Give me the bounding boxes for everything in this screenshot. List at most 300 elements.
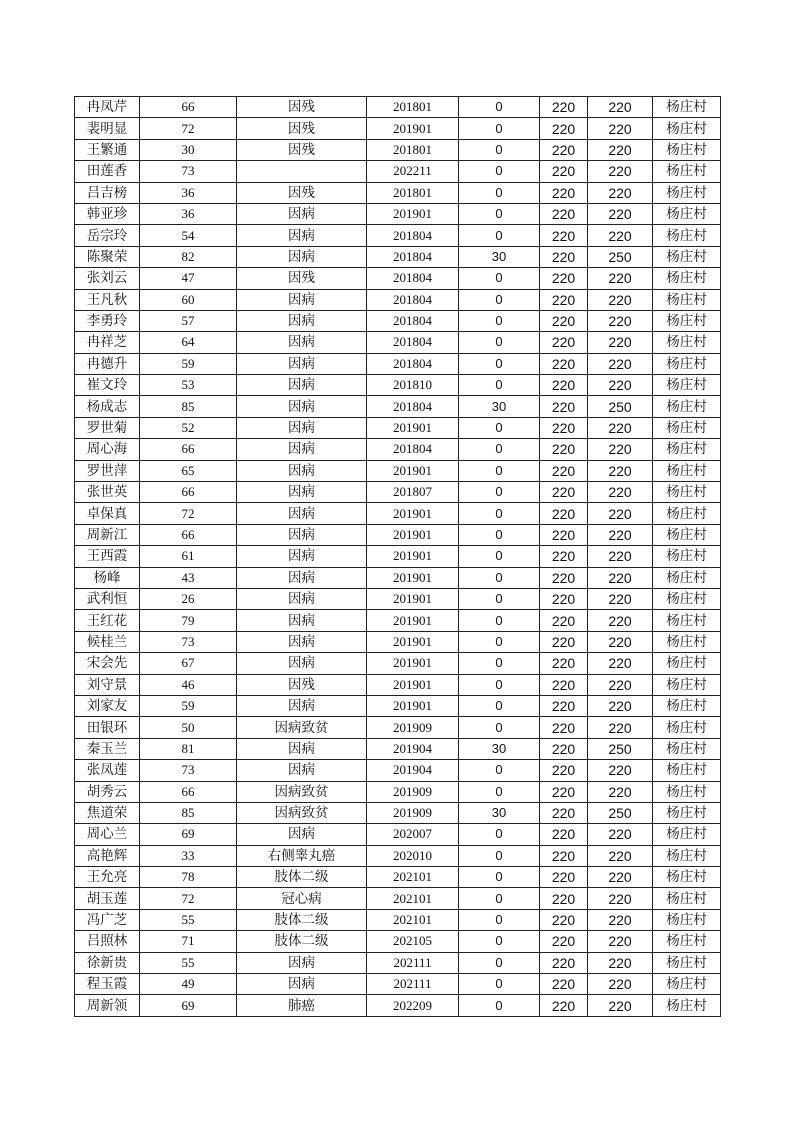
base-amount-cell: 220 (540, 503, 588, 524)
base-amount-cell: 220 (540, 182, 588, 203)
reason-cell: 因病 (237, 760, 367, 781)
extra-amount-cell: 0 (459, 717, 540, 738)
reason-cell: 因残 (237, 268, 367, 289)
table-row (75, 503, 721, 524)
name-cell: 卓保真 (75, 503, 140, 524)
age-cell: 52 (140, 417, 237, 438)
total-amount-cell: 220 (588, 717, 653, 738)
total-amount-cell: 220 (588, 524, 653, 545)
base-amount-cell: 220 (540, 588, 588, 609)
total-amount-cell: 220 (588, 695, 653, 716)
table-row (75, 610, 721, 631)
base-amount-cell: 220 (540, 268, 588, 289)
table-row (75, 118, 721, 139)
base-amount-cell: 220 (540, 417, 588, 438)
base-amount-cell: 220 (540, 482, 588, 503)
base-amount-cell: 220 (540, 717, 588, 738)
extra-amount-cell: 0 (459, 268, 540, 289)
reason-cell: 因病致贫 (237, 717, 367, 738)
base-amount-cell: 220 (540, 952, 588, 973)
age-cell: 65 (140, 460, 237, 481)
reason-cell: 因病 (237, 417, 367, 438)
base-amount-cell: 220 (540, 139, 588, 160)
start-month-cell: 202101 (367, 888, 459, 909)
total-amount-cell: 250 (588, 802, 653, 823)
extra-amount-cell: 0 (459, 332, 540, 353)
extra-amount-cell: 0 (459, 760, 540, 781)
base-amount-cell: 220 (540, 995, 588, 1016)
age-cell: 43 (140, 567, 237, 588)
age-cell: 49 (140, 974, 237, 995)
start-month-cell: 202105 (367, 931, 459, 952)
extra-amount-cell: 0 (459, 931, 540, 952)
base-amount-cell: 220 (540, 161, 588, 182)
table-row (75, 375, 721, 396)
village-cell: 杨庄村 (653, 460, 721, 481)
village-cell: 杨庄村 (653, 246, 721, 267)
table-row (75, 396, 721, 417)
name-cell: 程玉霞 (75, 974, 140, 995)
total-amount-cell: 220 (588, 653, 653, 674)
reason-cell: 因残 (237, 97, 367, 118)
start-month-cell: 201904 (367, 738, 459, 759)
table-row (75, 225, 721, 246)
extra-amount-cell: 0 (459, 482, 540, 503)
reason-cell: 肢体二级 (237, 867, 367, 888)
village-cell: 杨庄村 (653, 482, 721, 503)
base-amount-cell: 220 (540, 974, 588, 995)
base-amount-cell: 220 (540, 118, 588, 139)
base-amount-cell: 220 (540, 867, 588, 888)
age-cell: 85 (140, 802, 237, 823)
start-month-cell: 201901 (367, 588, 459, 609)
base-amount-cell: 220 (540, 524, 588, 545)
village-cell: 杨庄村 (653, 717, 721, 738)
base-amount-cell: 220 (540, 802, 588, 823)
village-cell: 杨庄村 (653, 567, 721, 588)
extra-amount-cell: 0 (459, 161, 540, 182)
extra-amount-cell: 0 (459, 781, 540, 802)
extra-amount-cell: 30 (459, 738, 540, 759)
total-amount-cell: 220 (588, 161, 653, 182)
start-month-cell: 201901 (367, 631, 459, 652)
base-amount-cell: 220 (540, 888, 588, 909)
name-cell: 周新江 (75, 524, 140, 545)
extra-amount-cell: 0 (459, 139, 540, 160)
beneficiary-table (74, 96, 721, 1017)
start-month-cell: 201909 (367, 717, 459, 738)
reason-cell: 因病 (237, 567, 367, 588)
village-cell: 杨庄村 (653, 845, 721, 866)
extra-amount-cell: 0 (459, 610, 540, 631)
extra-amount-cell: 0 (459, 417, 540, 438)
total-amount-cell: 250 (588, 246, 653, 267)
start-month-cell: 201801 (367, 97, 459, 118)
total-amount-cell: 220 (588, 567, 653, 588)
total-amount-cell: 220 (588, 225, 653, 246)
village-cell: 杨庄村 (653, 995, 721, 1016)
name-cell: 田银环 (75, 717, 140, 738)
name-cell: 吕照林 (75, 931, 140, 952)
start-month-cell: 201804 (367, 353, 459, 374)
extra-amount-cell: 0 (459, 289, 540, 310)
age-cell: 64 (140, 332, 237, 353)
base-amount-cell: 220 (540, 546, 588, 567)
extra-amount-cell: 0 (459, 909, 540, 930)
reason-cell: 因病 (237, 695, 367, 716)
age-cell: 30 (140, 139, 237, 160)
total-amount-cell: 220 (588, 588, 653, 609)
table-row (75, 567, 721, 588)
age-cell: 81 (140, 738, 237, 759)
total-amount-cell: 220 (588, 503, 653, 524)
total-amount-cell: 220 (588, 97, 653, 118)
table-row (75, 161, 721, 182)
age-cell: 66 (140, 781, 237, 802)
table-row (75, 353, 721, 374)
total-amount-cell: 220 (588, 310, 653, 331)
village-cell: 杨庄村 (653, 439, 721, 460)
extra-amount-cell: 30 (459, 396, 540, 417)
name-cell: 王红花 (75, 610, 140, 631)
age-cell: 57 (140, 310, 237, 331)
total-amount-cell: 220 (588, 845, 653, 866)
start-month-cell: 201901 (367, 695, 459, 716)
table-row (75, 139, 721, 160)
village-cell: 杨庄村 (653, 588, 721, 609)
extra-amount-cell: 0 (459, 845, 540, 866)
age-cell: 33 (140, 845, 237, 866)
age-cell: 73 (140, 161, 237, 182)
age-cell: 55 (140, 952, 237, 973)
start-month-cell: 202101 (367, 867, 459, 888)
start-month-cell: 201804 (367, 332, 459, 353)
total-amount-cell: 220 (588, 867, 653, 888)
reason-cell: 肢体二级 (237, 931, 367, 952)
base-amount-cell: 220 (540, 631, 588, 652)
extra-amount-cell: 0 (459, 353, 540, 374)
reason-cell: 因病 (237, 546, 367, 567)
table-row (75, 802, 721, 823)
village-cell: 杨庄村 (653, 738, 721, 759)
table-row (75, 760, 721, 781)
start-month-cell: 201804 (367, 225, 459, 246)
name-cell: 韩亚珍 (75, 203, 140, 224)
village-cell: 杨庄村 (653, 417, 721, 438)
table-row (75, 310, 721, 331)
reason-cell: 肺癌 (237, 995, 367, 1016)
reason-cell: 因病致贫 (237, 802, 367, 823)
start-month-cell: 201904 (367, 760, 459, 781)
name-cell: 刘守景 (75, 674, 140, 695)
reason-cell: 因病 (237, 482, 367, 503)
village-cell: 杨庄村 (653, 503, 721, 524)
start-month-cell: 201901 (367, 567, 459, 588)
start-month-cell: 201901 (367, 417, 459, 438)
start-month-cell: 201901 (367, 503, 459, 524)
base-amount-cell: 220 (540, 353, 588, 374)
extra-amount-cell: 0 (459, 631, 540, 652)
reason-cell: 因病致贫 (237, 781, 367, 802)
extra-amount-cell: 0 (459, 674, 540, 695)
age-cell: 26 (140, 588, 237, 609)
table-row (75, 674, 721, 695)
total-amount-cell: 250 (588, 738, 653, 759)
total-amount-cell: 220 (588, 139, 653, 160)
start-month-cell: 202111 (367, 952, 459, 973)
name-cell: 王繁通 (75, 139, 140, 160)
base-amount-cell: 220 (540, 653, 588, 674)
village-cell: 杨庄村 (653, 952, 721, 973)
name-cell: 周心兰 (75, 824, 140, 845)
village-cell: 杨庄村 (653, 674, 721, 695)
age-cell: 59 (140, 695, 237, 716)
start-month-cell: 201804 (367, 289, 459, 310)
village-cell: 杨庄村 (653, 289, 721, 310)
village-cell: 杨庄村 (653, 353, 721, 374)
age-cell: 79 (140, 610, 237, 631)
extra-amount-cell: 0 (459, 118, 540, 139)
age-cell: 47 (140, 268, 237, 289)
extra-amount-cell: 0 (459, 524, 540, 545)
start-month-cell: 201901 (367, 524, 459, 545)
name-cell: 王凡秋 (75, 289, 140, 310)
table-row (75, 268, 721, 289)
extra-amount-cell: 0 (459, 203, 540, 224)
reason-cell: 因病 (237, 289, 367, 310)
reason-cell: 因病 (237, 375, 367, 396)
reason-cell: 因病 (237, 524, 367, 545)
age-cell: 73 (140, 760, 237, 781)
start-month-cell: 201804 (367, 246, 459, 267)
name-cell: 武利恒 (75, 588, 140, 609)
base-amount-cell: 220 (540, 460, 588, 481)
reason-cell: 因病 (237, 974, 367, 995)
name-cell: 吕吉榜 (75, 182, 140, 203)
base-amount-cell: 220 (540, 567, 588, 588)
base-amount-cell: 220 (540, 845, 588, 866)
table-row (75, 182, 721, 203)
start-month-cell: 201804 (367, 268, 459, 289)
village-cell: 杨庄村 (653, 225, 721, 246)
table-row (75, 524, 721, 545)
reason-cell: 因病 (237, 203, 367, 224)
age-cell: 60 (140, 289, 237, 310)
reason-cell: 因病 (237, 653, 367, 674)
name-cell: 秦玉兰 (75, 738, 140, 759)
age-cell: 69 (140, 824, 237, 845)
village-cell: 杨庄村 (653, 824, 721, 845)
table-row (75, 931, 721, 952)
village-cell: 杨庄村 (653, 139, 721, 160)
name-cell: 王西霞 (75, 546, 140, 567)
total-amount-cell: 220 (588, 995, 653, 1016)
table-row (75, 974, 721, 995)
age-cell: 71 (140, 931, 237, 952)
reason-cell: 右侧睾丸癌 (237, 845, 367, 866)
age-cell: 66 (140, 97, 237, 118)
table-row (75, 97, 721, 118)
extra-amount-cell: 0 (459, 310, 540, 331)
base-amount-cell: 220 (540, 610, 588, 631)
name-cell: 冉祥芝 (75, 332, 140, 353)
table-row (75, 588, 721, 609)
extra-amount-cell: 0 (459, 182, 540, 203)
table-body (75, 97, 721, 1017)
name-cell: 杨峰 (75, 567, 140, 588)
age-cell: 72 (140, 888, 237, 909)
total-amount-cell: 220 (588, 546, 653, 567)
age-cell: 69 (140, 995, 237, 1016)
table-row (75, 867, 721, 888)
village-cell: 杨庄村 (653, 396, 721, 417)
base-amount-cell: 220 (540, 225, 588, 246)
table-row (75, 824, 721, 845)
age-cell: 66 (140, 524, 237, 545)
start-month-cell: 201901 (367, 203, 459, 224)
reason-cell: 因病 (237, 610, 367, 631)
age-cell: 73 (140, 631, 237, 652)
total-amount-cell: 220 (588, 460, 653, 481)
extra-amount-cell: 0 (459, 888, 540, 909)
base-amount-cell: 220 (540, 396, 588, 417)
reason-cell: 因病 (237, 332, 367, 353)
total-amount-cell: 220 (588, 674, 653, 695)
village-cell: 杨庄村 (653, 610, 721, 631)
reason-cell: 因残 (237, 139, 367, 160)
extra-amount-cell: 0 (459, 588, 540, 609)
reason-cell: 因残 (237, 674, 367, 695)
total-amount-cell: 220 (588, 439, 653, 460)
name-cell: 张凤莲 (75, 760, 140, 781)
total-amount-cell: 220 (588, 760, 653, 781)
name-cell: 田莲香 (75, 161, 140, 182)
name-cell: 胡秀云 (75, 781, 140, 802)
name-cell: 高艳辉 (75, 845, 140, 866)
base-amount-cell: 220 (540, 738, 588, 759)
table-row (75, 631, 721, 652)
reason-cell: 因病 (237, 588, 367, 609)
name-cell: 冉凤芹 (75, 97, 140, 118)
start-month-cell: 201909 (367, 781, 459, 802)
village-cell: 杨庄村 (653, 802, 721, 823)
age-cell: 54 (140, 225, 237, 246)
reason-cell: 因病 (237, 310, 367, 331)
extra-amount-cell: 0 (459, 375, 540, 396)
start-month-cell: 202209 (367, 995, 459, 1016)
name-cell: 张刘云 (75, 268, 140, 289)
base-amount-cell: 220 (540, 695, 588, 716)
age-cell: 82 (140, 246, 237, 267)
start-month-cell: 201801 (367, 139, 459, 160)
base-amount-cell: 220 (540, 760, 588, 781)
village-cell: 杨庄村 (653, 931, 721, 952)
age-cell: 66 (140, 439, 237, 460)
village-cell: 杨庄村 (653, 203, 721, 224)
age-cell: 67 (140, 653, 237, 674)
table-row (75, 738, 721, 759)
extra-amount-cell: 0 (459, 952, 540, 973)
reason-cell: 因病 (237, 396, 367, 417)
table-row (75, 482, 721, 503)
reason-cell: 因病 (237, 439, 367, 460)
start-month-cell: 201804 (367, 396, 459, 417)
reason-cell: 因病 (237, 738, 367, 759)
total-amount-cell: 220 (588, 375, 653, 396)
base-amount-cell: 220 (540, 97, 588, 118)
total-amount-cell: 220 (588, 931, 653, 952)
extra-amount-cell: 0 (459, 824, 540, 845)
reason-cell: 因病 (237, 353, 367, 374)
total-amount-cell: 220 (588, 289, 653, 310)
total-amount-cell: 220 (588, 909, 653, 930)
reason-cell: 因病 (237, 631, 367, 652)
village-cell: 杨庄村 (653, 524, 721, 545)
start-month-cell: 201804 (367, 439, 459, 460)
table-row (75, 203, 721, 224)
village-cell: 杨庄村 (653, 760, 721, 781)
total-amount-cell: 220 (588, 203, 653, 224)
age-cell: 78 (140, 867, 237, 888)
extra-amount-cell: 0 (459, 546, 540, 567)
name-cell: 徐新贵 (75, 952, 140, 973)
base-amount-cell: 220 (540, 439, 588, 460)
table-row (75, 460, 721, 481)
reason-cell: 因病 (237, 503, 367, 524)
village-cell: 杨庄村 (653, 695, 721, 716)
reason-cell: 因病 (237, 225, 367, 246)
name-cell: 陈聚荣 (75, 246, 140, 267)
name-cell: 焦道荣 (75, 802, 140, 823)
village-cell: 杨庄村 (653, 631, 721, 652)
age-cell: 72 (140, 503, 237, 524)
extra-amount-cell: 0 (459, 567, 540, 588)
total-amount-cell: 220 (588, 353, 653, 374)
start-month-cell: 202111 (367, 974, 459, 995)
reason-cell: 冠心病 (237, 888, 367, 909)
total-amount-cell: 220 (588, 417, 653, 438)
base-amount-cell: 220 (540, 674, 588, 695)
total-amount-cell: 220 (588, 118, 653, 139)
total-amount-cell: 220 (588, 332, 653, 353)
extra-amount-cell: 0 (459, 460, 540, 481)
base-amount-cell: 220 (540, 909, 588, 930)
start-month-cell: 201901 (367, 546, 459, 567)
table-row (75, 546, 721, 567)
village-cell: 杨庄村 (653, 118, 721, 139)
reason-cell: 肢体二级 (237, 909, 367, 930)
base-amount-cell: 220 (540, 824, 588, 845)
name-cell: 岳宗玲 (75, 225, 140, 246)
total-amount-cell: 220 (588, 781, 653, 802)
name-cell: 崔文玲 (75, 375, 140, 396)
village-cell: 杨庄村 (653, 161, 721, 182)
name-cell: 宋会先 (75, 653, 140, 674)
base-amount-cell: 220 (540, 246, 588, 267)
table-row (75, 888, 721, 909)
name-cell: 裴明显 (75, 118, 140, 139)
table-row (75, 289, 721, 310)
village-cell: 杨庄村 (653, 888, 721, 909)
village-cell: 杨庄村 (653, 97, 721, 118)
start-month-cell: 201901 (367, 610, 459, 631)
total-amount-cell: 220 (588, 610, 653, 631)
age-cell: 36 (140, 203, 237, 224)
age-cell: 61 (140, 546, 237, 567)
total-amount-cell: 220 (588, 268, 653, 289)
village-cell: 杨庄村 (653, 781, 721, 802)
name-cell: 张世英 (75, 482, 140, 503)
